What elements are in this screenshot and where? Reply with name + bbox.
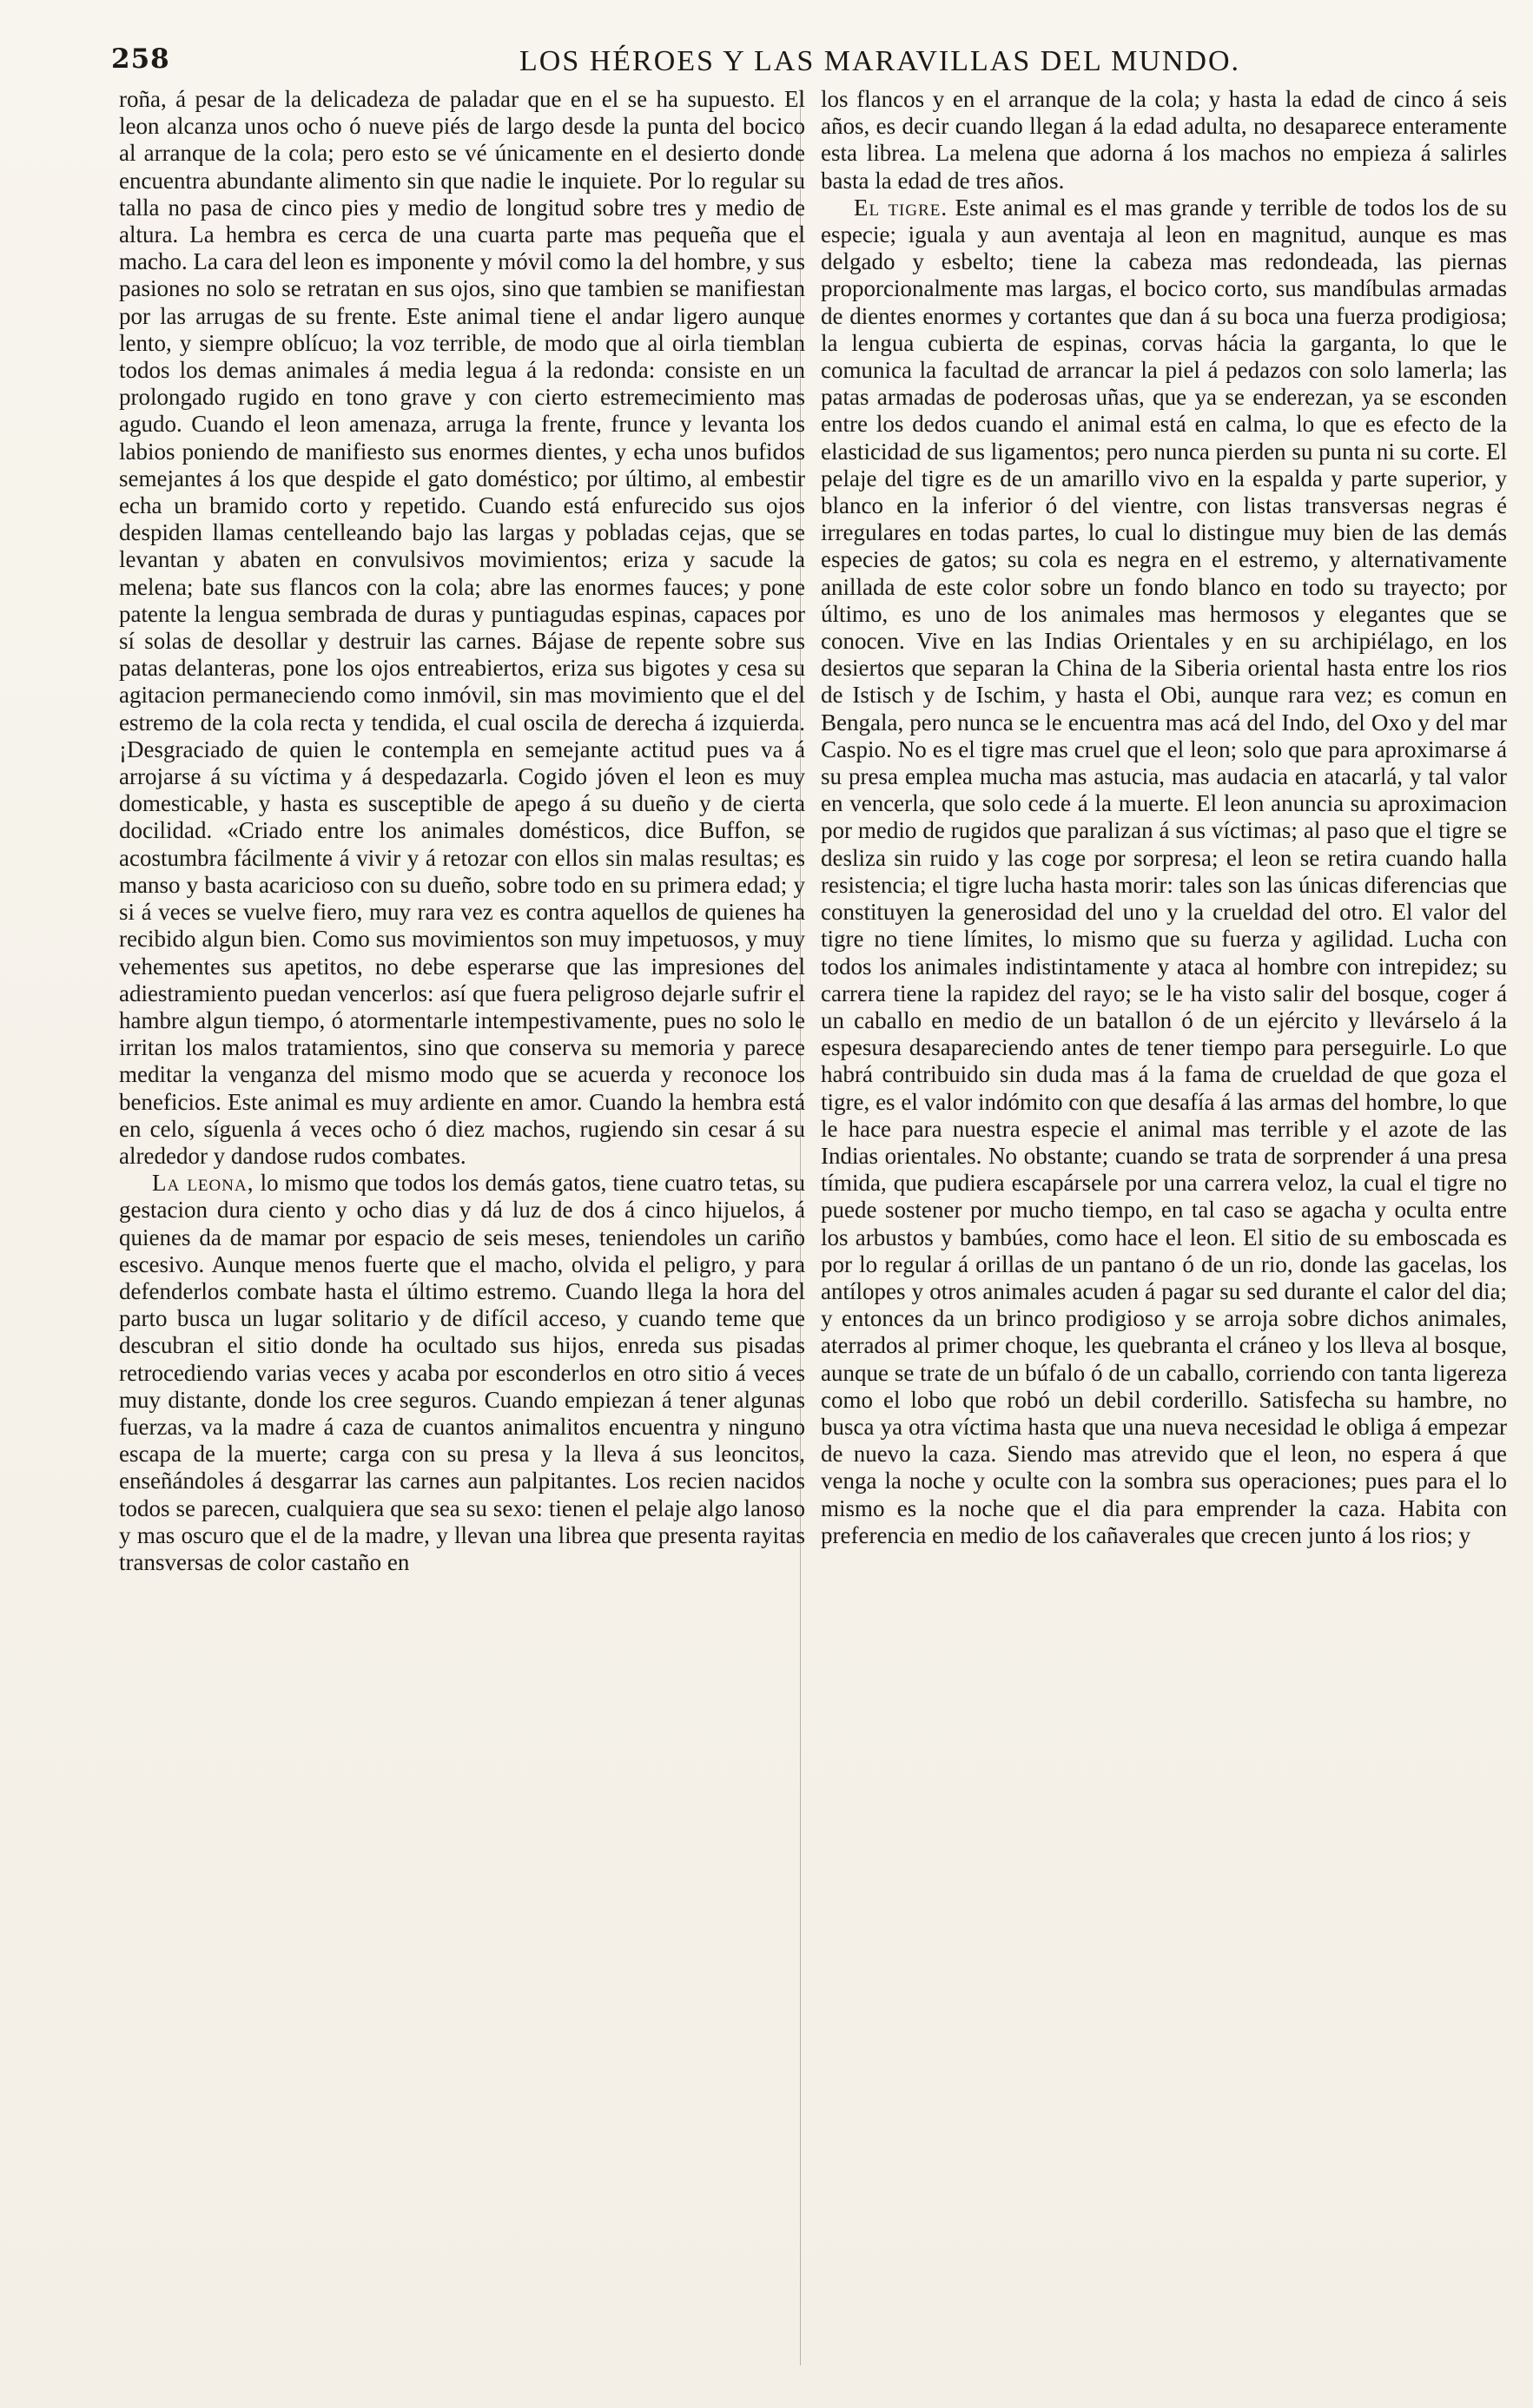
lioness-heading: La leona, [152,1170,254,1197]
tiger-heading: El tigre. [854,194,948,221]
tiger-text: Este animal es el mas grande y terrible de todos los de su especie; iguala y aun aventaja al leon en magnitud, aunque es mas delgado y esbelto; tiene la cabeza mas redondeada, las piernas proporcionalmente mas largas, el bocico corto, sus mandíbulas armadas de dientes enormes y cortantes que dan á su boca una fuerza prodigiosa; la lengua cubierta de espinas, corvas hácia la garganta, lo que le comunica la facultad de arrancar la piel á pedazos con solo lamerla; las patas armadas de poderosas uñas, que ya se enderezan, ya se esconden entre los dedos cuando el animal está en calma, lo que es efecto de la elasticidad de sus ligamentos; pero nunca pierden su punta ni su corte. El pelaje del tigre es de un amarillo vivo en la espalda y parte superior, y blanco en la inferior ó del vientre, con listas transversas negras é irregulares en todas partes, lo cual lo distingue muy bien de las demás especies de gatos; su cola es negra en el estremo, y alternativamente anillada de este color sobre un fondo blanco en todo su trayecto; por último, es uno de los animales mas hermosos y elegantes que se conocen. Vive en las Indias Orientales y en su archipiélago, en los desiertos que separan la China de la Siberia oriental hasta entre los rios de Istisch y de Ischim, y hasta el Obi, aunque rara vez; es comun en Bengala, pero nunca se le encuentra mas acá del Indo, del Oxo y del mar Caspio. No es el tigre mas cruel que el leon; solo que para aproximarse á su presa emplea mucha mas astucia, mas audacia en atacarlá, y tal valor en vencerla, que solo cede á la muerte. El leon anuncia su aproximacion por medio de rugidos que paralizan á sus víctimas; al paso que el tigre se desliza sin ruido y las coge por sorpresa; el leon se retira cuando halla resistencia; el tigre lucha hasta morir: tales son las únicas diferencias que constituyen la generosidad del uno y la crueldad del otro. El valor del tigre no tiene límites, lo mismo que su fuerza y agilidad. Lucha con todos los animales indistintamente y ataca al hombre con intrepidez; su carrera tiene la rapidez del rayo; se le ha visto salir del bosque, coger á un caballo en medio de un batallon ó de un ejército y llevárselo á la espesura desapareciendo antes de tener tiempo para perseguirle. Lo que habrá contribuido sin duda mas á la fama de crueldad de que goza el tigre, es el valor indómito con que desafía á las armas del hombre, lo que le hace para nuestra especie el animal mas terrible y el azote de las Indias orientales. No obstante; cuando se trata de sorprender á una presa tímida, que pudiera escapársele por una carrera veloz, la cual el tigre no puede sostener por mucho tiempo, en tal caso se agacha y oculta entre los arbustos y bambúes, como hace el leon. El sitio de su emboscada es por lo regular á orillas de un pantano ó de un rio, donde las gacelas, los antílopes y otros animales acuden á pagar su sed durante el calor del dia; y entonces da un brinco prodigioso y se arroja sobre dichos animales, aterrados al primer choque, les quebranta el cráneo y los lleva al bosque, aunque se trate de un búfalo ó de un caballo, corriendo con tanta ligereza como el lobo que robó un debil corderillo. Satisfecha su hambre, no busca ya otra víctima hasta que una nueva necesidad le obliga á empezar de nuevo la caza. Siendo mas atrevido que el leon, no espera á que venga la noche y oculte con la sombra sus operaciones; pues para el lo mismo es la noche que el dia para emprender la caza. Habita con preferencia en medio de los cañaverales que crecen junto á los rios; y [821,194,1507,1548]
left-paragraph-lion: roña, á pesar de la delicadeza de paladar que en el se ha supuesto. El leon alcanza unos ocho ó nueve piés de largo desde la punta del bocico al arranque de la cola; pero esto se vé únicamente en el desierto donde encuentra abundante alimento sin que nadie le inquiete. Por lo regular su talla no pasa de cinco pies y medio de longitud sobre tres y medio de altura. La hembra es cerca de una cuarta parte mas pequeña que el macho. La cara del leon es imponente y móvil como la del hombre, y sus pasiones no solo se retratan en sus ojos, sino que tambien se manifiestan por las arrugas de su frente. Este animal tiene el andar ligero aunque lento, y siempre oblícuo; la voz terrible, de modo que al oirla tiemblan todos los demas animales á media legua á la redonda: consiste en un prolongado rugido en tono grave y con cierto estremecimiento mas agudo. Cuando el leon amenaza, arruga la frente, frunce y levanta los labios poniendo de manifiesto sus enormes dientes, y echa unos bufidos semejantes á los que despide el gato doméstico; por último, al embestir echa un bramido corto y repetido. Cuando está enfurecido sus ojos despiden llamas centelleando bajo las largas y pobladas cejas, que se levantan y abaten en convulsivos movimientos; eriza y sacude la melena; bate sus flancos con la cola; abre las enormes fauces; y pone patente la lengua sembrada de duras y puntiagudas espinas, capaces por sí solas de desollar y destruir las carnes. Bájase de repente sobre sus patas delanteras, pone los ojos entreabiertos, eriza sus bigotes y cesa su agitacion permaneciendo como inmóvil, sin mas movimiento que el del estremo de la cola recta y tendida, el cual oscila de derecha á izquierda. ¡Desgraciado de quien le contempla en semejante actitud pues va á arrojarse á su víctima y á despedazarla. Cogido jóven el leon es muy domesticable, y hasta es susceptible de apego á su dueño y de cierta docilidad. «Criado entre los animales domésticos, dice Buffon, se acostumbra fácilmente á vivir y á retozar con ellos sin malas resultas; es manso y basta acaricioso con su dueño, sobre todo en su primera edad; y si á veces se vuelve fiero, muy rara vez es contra aquellos de quienes ha recibido algun bien. Como sus movimientos son muy impetuosos, y muy vehementes sus apetitos, no debe esperarse que las impresiones del adiestramiento puedan vencerlos: así que fuera peligroso dejarle sufrir el hambre algun tiempo, ó atormentarle intempestivamente, pues no solo le irritan los malos tratamientos, sino que conserva su memoria y parece meditar la venganza del mismo modo que se acuerda y reconoce los beneficios. Este animal es muy ardiente en amor. Cuando la hembra está en celo, síguenla á veces ocho ó diez machos, rugiendo sin cesar á su alrededor y dandose rudos combates. [119,86,805,1169]
page-header [111,40,1466,83]
running-title: LOS HÉROES Y LAS MARAVILLAS DEL MUNDO. [519,45,1241,77]
left-paragraph-lioness [119,1170,805,1576]
lioness-text: lo mismo que todos los demás gatos, tiene cuatro tetas, su gestacion dura ciento y ocho dias y dá luz de dos á cinco hijuelos, á quienes da de mamar por espacio de seis meses, teniendoles un cariño escesivo. Aunque menos fuerte que el macho, olvida el peligro, y para defenderlos combate hasta el último estremo. Cuando llega la hora del parto busca un lugar solitario y de difícil acceso, y cuando teme que descubran el sitio donde ha ocultado sus hijos, enreda sus pisadas retrocediendo varias veces y acaba por esconderlos en otro sitio á veces muy distante, donde los cree seguros. Cuando empiezan á tener algunas fuerzas, va la madre á caza de cuantos animalitos encuentra y ninguno escapa de la muerte; carga con su presa y la lleva á sus leoncitos, enseñándoles á desgarrar las carnes aun palpitantes. Los recien nacidos todos se parecen, cualquiera que sea su sexo: tienen el pelaje algo lanoso y mas oscuro que el de la madre, y llevan una librea que presenta rayitas transversas de color castaño en [119,1170,806,1575]
left-column [119,86,805,1576]
right-paragraph-continuation: los flancos y en el arranque de la cola; y hasta la edad de cinco á seis años, es decir cuando llegan á la edad adulta, no desaparece enteramente esta librea. La melena que adorna á los machos no empieza á salirles basta la edad de tres años. [821,86,1507,194]
right-column [821,86,1507,1549]
page-number: 258 [111,43,170,75]
right-paragraph-tiger [821,195,1507,1549]
